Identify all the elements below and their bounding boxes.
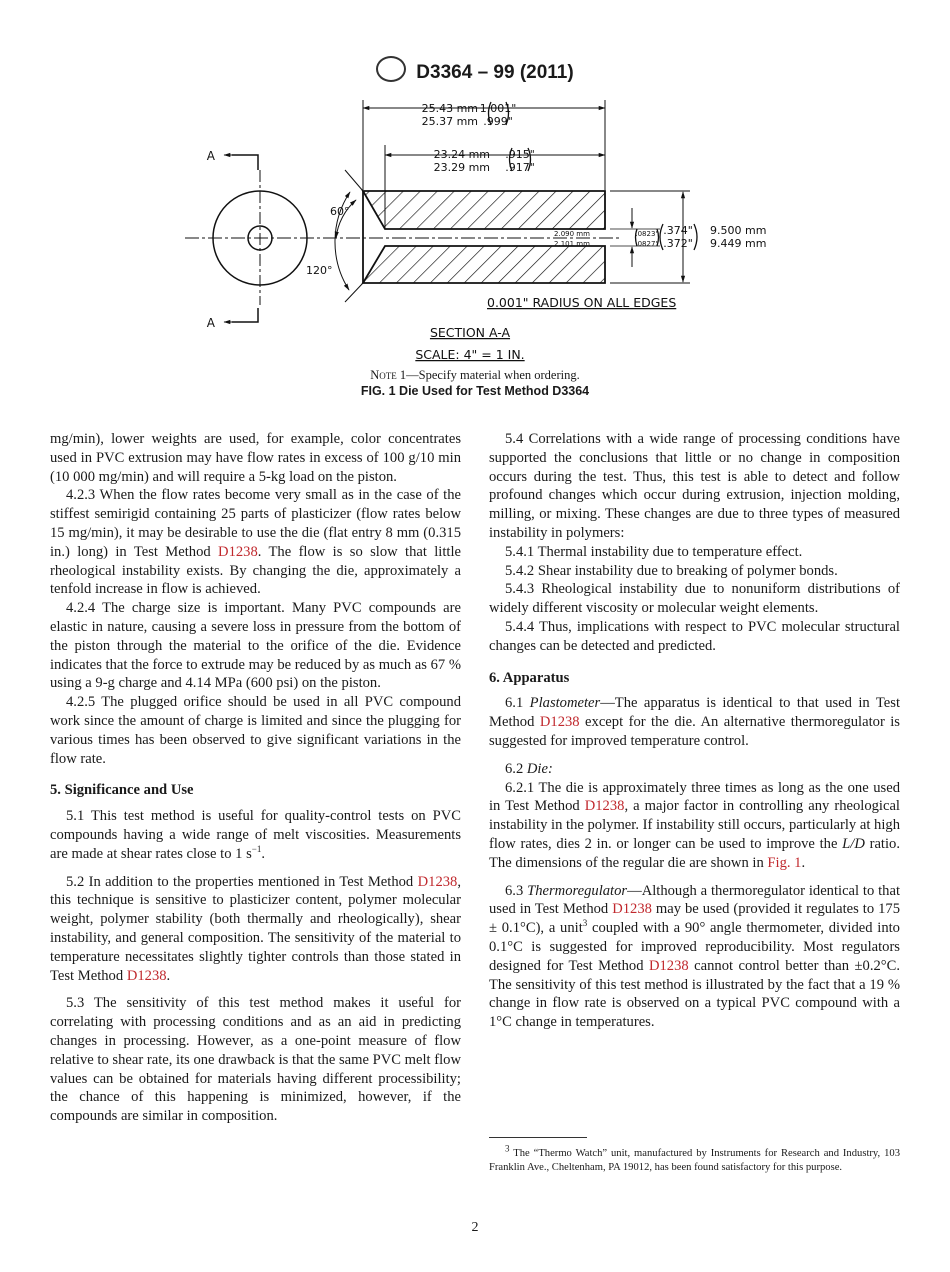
page-number: 2 [471, 1220, 479, 1235]
paragraph [50, 599, 461, 693]
reference-link[interactable]: Fig. 1 [767, 854, 802, 871]
paragraph [489, 760, 900, 779]
text-run: cannot control better than ±0.2°C. The sensitivity of this test method is illustrated by the fact that a 19 % change in flow rate is observed on a typical PVC compound with a 1°C change in temperatures. [489, 957, 901, 1031]
angle-120: 120° [306, 264, 333, 277]
footnote [489, 1143, 900, 1175]
die-section [335, 100, 690, 302]
paragraph [489, 543, 900, 562]
text-run: , this technique is sensitive to plasticizer content, polymer molecular weight, polymer stability (both thermally and rheologically), shear instability, and general composition. The sensitivity of the material to temperature necessitates slightly tighter controls than those stated in Test Method [50, 873, 461, 984]
reference-link[interactable]: D1238 [417, 873, 458, 890]
section-heading [50, 781, 461, 800]
overall-length-in-min: .999" [483, 115, 513, 128]
text-run: 5.1 This test method is useful for quality-control tests on PVC compounds having a wide range of melt viscosities. Measurements are made at shear rates close to 1 s [50, 808, 461, 862]
reference-link[interactable]: D1238 [218, 543, 258, 560]
right-column [489, 430, 900, 1032]
designation: D3364 – 99 (2011) [416, 62, 574, 83]
paragraph [50, 807, 461, 863]
footnote-text: The “Thermo Watch” unit, manufactured by Instruments for Research and Industry, 103 Franklin Ave., Cheltenham, PA 19012, has been found satisfactory for this purpose. [489, 1148, 900, 1173]
text-run: 6.3 [505, 882, 528, 899]
section-heading [489, 669, 900, 688]
paragraph [50, 430, 461, 486]
paragraph [489, 779, 900, 873]
text-run: mg/min), lower weights are used, for example, color concentrates used in PVC extrusion may have flow rates in excess of 100 g/10 min (10 000 mg/min) and will require a 5-kg load on the piston. [50, 431, 461, 485]
bore-length-mm-max: 23.24 mm [433, 148, 490, 161]
text-run: . The flow is so slow that little rheological instability exists. By changing the die, approximately a tenfold increase in flow is achieved. [50, 543, 462, 598]
section-mark-top: A [206, 149, 215, 163]
outer-dia-in-max: .374" [663, 224, 693, 237]
bore-length-in-max: .915" [505, 148, 535, 161]
paragraph [489, 694, 900, 750]
angle-60: 60° [330, 205, 350, 218]
text-run: 5.4 Correlations with a wide range of processing conditions have supported the conclusions that little or no change in composition occurs during the test. Thus, this test is able to detect and follow profound changes which occur during extrusion, injection molding, milling, or mixing. These changes are due to three types of measured instability in polymers: [489, 431, 900, 541]
text-run: may be used (provided it regulates to 175 ± 0.1°C), a unit [489, 901, 901, 937]
figure-caption: FIG. 1 Die Used for Test Method D3364 [360, 384, 590, 398]
scale-label: SCALE: 4" = 1 IN. [415, 347, 525, 362]
bore-dia-in-max: .0823" [635, 230, 659, 238]
text-run: 6.1 [505, 695, 530, 712]
note-label: Note 1 [370, 368, 407, 382]
reference-link[interactable]: D1238 [126, 967, 167, 984]
text-run: 5.4.3 Rheological instability due to nonuniform distributions of widely different viscosity or molecular weight elements. [489, 581, 900, 617]
paragraph [489, 430, 900, 543]
text-run: , a major factor in controlling any rheological instability in the polymer. If instability still occurs, particularly at high flow rates, dies 2 in. or longer can be used to improve the [489, 798, 900, 852]
outer-dia-mm-min: 9.449 mm [710, 237, 767, 250]
section-label: SECTION A-A [429, 325, 511, 340]
reference-link[interactable]: D1238 [539, 714, 580, 731]
text-run: . [261, 845, 266, 862]
bore-dia-mm-max: 2.090 mm [554, 230, 590, 238]
figure-note [0, 368, 950, 383]
paragraph [50, 486, 461, 599]
text-run: 6. Apparatus [489, 669, 570, 686]
text-run: 5.4.1 Thermal instability due to temperature effect. [505, 543, 803, 560]
paragraph [50, 994, 461, 1126]
note-text: —Specify material when ordering. [406, 368, 580, 382]
bore-dia-in-min: .0827" [635, 240, 659, 248]
superscript: 3 [582, 918, 588, 929]
figure-die-drawing [0, 0, 950, 400]
text-run: 5.4.2 Shear instability due to breaking of polymer bonds. [505, 562, 838, 579]
footnote-mark: 3 [505, 1143, 510, 1154]
text-run: ratio. The dimensions of the regular die are shown in [489, 835, 900, 871]
text-run: except for the die. An alternative thermoregulator is suggested for improved temperature control. [489, 714, 900, 749]
reference-link[interactable]: D1238 [612, 901, 652, 918]
text-run: 4.2.5 The plugged orifice should be used in all PVC compound work since the amount of charge is limited and since the plugging for various times has been observed to give significant variations in the flow rate. [50, 694, 461, 767]
overall-length-mm-min: 25.37 mm [421, 115, 478, 128]
text-run: L/D [842, 835, 865, 852]
bore-length-in-min: .917" [505, 161, 535, 174]
overall-length-mm-max: 25.43 mm [421, 102, 478, 115]
text-run: Plastometer [529, 695, 601, 712]
text-run: —Although a thermoregulator identical to that used in Test Method [489, 882, 901, 918]
text-run: 5.2 In addition to the properties mentioned in Test Method [66, 873, 418, 890]
text-run: —The apparatus is identical to that used in Test Method [489, 695, 900, 731]
outer-dia-in-min: .372" [663, 237, 693, 250]
paragraph [50, 693, 461, 768]
reference-link[interactable]: D1238 [584, 798, 625, 815]
bore-dia-mm-min: 2.101 mm [554, 240, 590, 248]
section-mark-bottom: A [206, 316, 215, 330]
paragraph [50, 873, 461, 986]
text-run: Die: [526, 760, 553, 777]
left-column [50, 430, 461, 1126]
paragraph [489, 618, 900, 656]
text-run: 5. Significance and Use [50, 782, 194, 799]
paragraph [489, 562, 900, 581]
text-run: 5.4.4 Thus, implications with respect to PVC molecular structural changes can be detected and predicted. [489, 618, 900, 654]
text-run: coupled with a 90° angle thermometer, divided into 0.1°C is suggested for improved reproducibility. Most regulators designed for Test Method [489, 920, 900, 974]
footnote-divider [489, 1137, 587, 1138]
text-run: . [801, 854, 806, 871]
bore-length-mm-min: 23.29 mm [433, 161, 490, 174]
text-run: 6.2.1 The die is approximately three times as long as the one used in Test Method [489, 779, 900, 815]
paragraph [489, 580, 900, 618]
text-run: 5.3 The sensitivity of this test method makes it useful for correlating with processing conditions and as an aid in predicting changes in processing. However, as a one-point measure of flow relative to shear rate, its one drawback is that the same PVC melt flow values can be obtained for materials having different processibility; the chance of this happening is minimized, however, if the compounds are similar in composition. [50, 995, 461, 1125]
text-run: 4.2.3 When the flow rates become very small as in the case of the stiffest semirigid containing 25 parts of plasticizer (flow rates below 15 mg/min), it may be desirable to use the die (flat entry 8 mm (0.315 in.) long) in Test Method [50, 487, 461, 560]
text-run: Thermoregulator [527, 882, 628, 899]
text-run: 4.2.4 The charge size is important. Many PVC compounds are elastic in nature, causing a severe loss in pressure from the bottom of the piston through the material to the orifice of the die. Evidence indicates that the force to extrude may be reduced by as much as 67 % using a 9-g charge and 4.14 MPa (600 psi) on the piston. [50, 600, 461, 692]
text-run: 6.2 [505, 760, 527, 777]
overall-length-in-max: 1.001" [479, 102, 517, 115]
radius-note: 0.001" RADIUS ON ALL EDGES [487, 295, 677, 310]
outer-dia-mm-max: 9.500 mm [710, 224, 767, 237]
reference-link[interactable]: D1238 [648, 957, 689, 974]
paragraph [489, 882, 900, 1032]
text-run: . [166, 967, 171, 984]
superscript: −1 [251, 843, 262, 854]
